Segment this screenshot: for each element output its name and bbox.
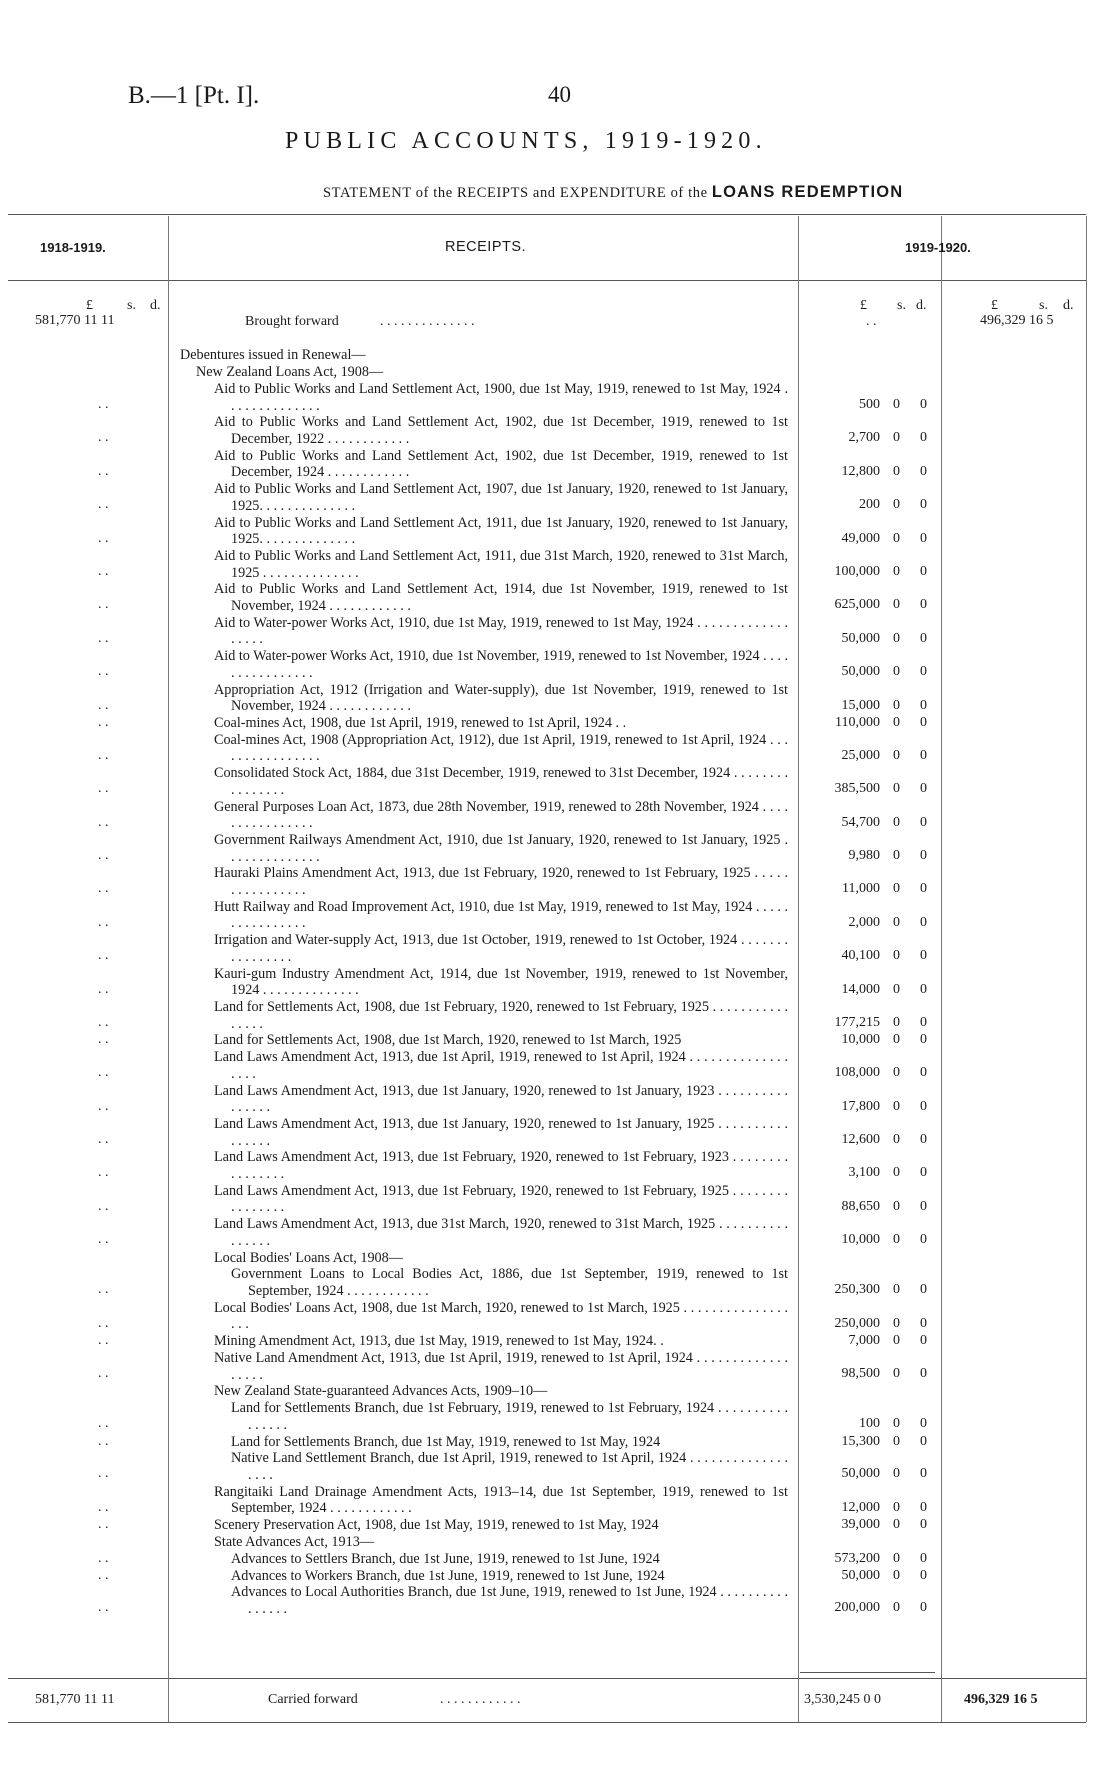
- amount-pounds: 50,000: [841, 664, 880, 680]
- amount-pounds: 25,000: [841, 747, 880, 763]
- unit-pound-curr: £: [991, 298, 998, 313]
- amount-shillings: 0: [893, 1433, 900, 1449]
- prev-year-blank: . .: [98, 1416, 109, 1432]
- brought-forward-prev: 581,770 11 11: [35, 313, 115, 328]
- amount-pounds: 2,700: [848, 430, 880, 446]
- prev-year-blank: . .: [98, 981, 109, 997]
- prev-year-blank: . .: [98, 1550, 109, 1566]
- amount-pounds: 49,000: [841, 530, 880, 546]
- statement-prefix: STATEMENT of the RECEIPTS and EXPENDITURE of the: [323, 185, 708, 201]
- amount-pence: 0: [920, 1416, 927, 1432]
- table-row: [0, 966, 1114, 998]
- page-title: PUBLIC ACCOUNTS, 1919-1920.: [285, 128, 767, 154]
- table-row: [0, 1183, 1114, 1215]
- amount-pounds: 11,000: [842, 881, 880, 897]
- amount-pence: 0: [920, 1015, 927, 1030]
- prev-year-blank: . .: [98, 1366, 109, 1381]
- prev-year-blank: . .: [98, 1132, 109, 1147]
- unit-pound-mid: £: [860, 298, 867, 313]
- prev-year-blank: . .: [98, 463, 109, 479]
- amount-pence: 0: [920, 715, 927, 730]
- prev-year-blank: . .: [98, 1315, 109, 1331]
- amount-shillings: 0: [893, 530, 900, 546]
- amount-pence: 0: [920, 1600, 927, 1616]
- amount-pence: 0: [920, 1517, 927, 1533]
- row-description: Government Loans to Local Bodies Act, 1886, due 1st September, 1919, renewed to 1st September, 1924 . . . . . . . . . . . .: [231, 1266, 788, 1299]
- amount-pence: 0: [920, 1198, 927, 1214]
- table-row: [0, 448, 1114, 480]
- row-description: Aid to Public Works and Land Settlement Act, 1914, due 1st November, 1919, renewed to 1st November, 1924 . . . . . . . . . . . .: [214, 581, 788, 614]
- prev-year-blank: . .: [98, 530, 109, 546]
- col-header-curr-year: 1919-1920.: [905, 240, 971, 255]
- prev-year-blank: . .: [98, 914, 109, 930]
- unit-shilling-curr: s.: [1039, 298, 1048, 313]
- amount-pounds: 50,000: [841, 1567, 880, 1583]
- prev-year-blank: . .: [98, 397, 109, 412]
- amount-shillings: 0: [893, 564, 900, 579]
- row-description: Rangitaiki Land Drainage Amendment Acts, 1913–14, due 1st September, 1919, renewed to 1st September, 1924 . . . . . . . . . . . .: [214, 1483, 788, 1517]
- prev-year-blank: . .: [98, 747, 109, 763]
- row-description: Advances to Settlers Branch, due 1st June, 1919, renewed to 1st June, 1924: [231, 1550, 660, 1567]
- amount-pence: 0: [920, 914, 927, 930]
- amount-pounds: 200: [859, 497, 880, 513]
- totals-bottom-rule: [8, 1722, 1086, 1723]
- amount-pence: 0: [920, 881, 927, 897]
- table-row: [0, 732, 1114, 764]
- unit-shilling-mid: s.: [897, 298, 906, 313]
- row-description: Advances to Local Authorities Branch, due 1st June, 1919, renewed to 1st June, 1924 . . . . . . . . . . . . . . . .: [231, 1584, 788, 1617]
- carried-forward-prev: 581,770 11 11: [35, 1692, 115, 1707]
- brought-forward-dots: . . . . . . . . . . . . . .: [380, 314, 475, 329]
- row-description: Aid to Public Works and Land Settlement Act, 1902, due 1st December, 1919, renewed to 1st December, 1922 . . . . . . . . . . . .: [214, 414, 788, 447]
- amount-pence: 0: [920, 1282, 927, 1298]
- table-row: [0, 1300, 1114, 1332]
- prev-year-blank: . .: [98, 1015, 109, 1030]
- row-description: Appropriation Act, 1912 (Irrigation and Water-supply), due 1st November, 1919, renewed to 1st November, 1924 . . . . . . . . . . . .: [214, 681, 788, 715]
- amount-pence: 0: [920, 1333, 927, 1349]
- amount-pence: 0: [920, 747, 927, 763]
- amount-shillings: 0: [893, 1517, 900, 1533]
- table-row: [0, 548, 1114, 580]
- amount-shillings: 0: [893, 948, 900, 964]
- row-description: Land for Settlements Branch, due 1st February, 1919, renewed to 1st February, 1924 . . . . . . . . . . . . . . . .: [231, 1400, 788, 1433]
- row-description: Hutt Railway and Road Improvement Act, 1910, due 1st May, 1919, renewed to 1st May, 1924 . . . . . . . . . . . . . . . .: [214, 898, 788, 932]
- row-description: Hauraki Plains Amendment Act, 1913, due 1st February, 1920, renewed to 1st February, 1925 . . . . . . . . . . . . . . . .: [214, 865, 788, 898]
- table-row: [0, 414, 1114, 446]
- prev-year-blank: . .: [98, 1333, 109, 1349]
- table-row: [0, 581, 1114, 613]
- statement-bold: LOANS REDEMPTION: [711, 183, 904, 201]
- prev-year-blank: . .: [98, 1433, 109, 1449]
- table-row: [0, 832, 1114, 864]
- prev-year-blank: . .: [98, 1600, 109, 1616]
- amount-pence: 0: [920, 630, 927, 646]
- row-description: Land Laws Amendment Act, 1913, due 1st February, 1920, renewed to 1st February, 1925 . . . . . . . . . . . . . . . .: [214, 1182, 788, 1216]
- prev-year-blank: . .: [98, 1499, 109, 1515]
- amount-shillings: 0: [893, 1466, 900, 1482]
- amount-shillings: 0: [893, 1416, 900, 1432]
- amount-shillings: 0: [893, 630, 900, 646]
- carried-forward-dots: . . . . . . . . . . . .: [440, 1692, 521, 1707]
- row-description: Land Laws Amendment Act, 1913, due 1st April, 1919, renewed to 1st April, 1924 . . . . . . . . . . . . . . . . . .: [214, 1049, 788, 1082]
- table-row: [0, 1584, 1114, 1616]
- table-row: [0, 381, 1114, 413]
- amount-pence: 0: [920, 430, 927, 446]
- amount-pence: 0: [920, 848, 927, 863]
- amount-shillings: 0: [893, 1065, 900, 1081]
- section-state-guaranteed: New Zealand State-guaranteed Advances Acts, 1909–10—: [214, 1383, 548, 1400]
- section-debentures: Debentures issued in Renewal—: [180, 347, 366, 363]
- unit-pound-prev: £: [86, 298, 93, 313]
- amount-pence: 0: [920, 814, 927, 830]
- row-description: Kauri-gum Industry Amendment Act, 1914, due 1st November, 1919, renewed to 1st November, 1924 . . . . . . . . . . . . . .: [214, 965, 788, 999]
- table-row: [0, 799, 1114, 831]
- amount-shillings: 0: [893, 1315, 900, 1331]
- prev-year-blank: . .: [98, 948, 109, 964]
- amount-pounds: 2,000: [848, 914, 880, 930]
- amount-pounds: 500: [859, 397, 880, 412]
- amount-shillings: 0: [893, 463, 900, 479]
- row-description: Land for Settlements Branch, due 1st May, 1919, renewed to 1st May, 1924: [231, 1433, 661, 1450]
- amount-pence: 0: [920, 1499, 927, 1515]
- amount-pence: 0: [920, 1232, 927, 1248]
- amount-pounds: 200,000: [834, 1600, 880, 1616]
- col-header-receipts: RECEIPTS.: [445, 239, 527, 255]
- row-description: Land Laws Amendment Act, 1913, due 1st January, 1920, renewed to 1st January, 1923 . . . . . . . . . . . . . . . .: [214, 1082, 788, 1116]
- brought-forward-label: Brought forward: [245, 314, 339, 329]
- amount-pounds: 250,000: [834, 1315, 880, 1331]
- row-description: Government Railways Amendment Act, 1910, due 1st January, 1920, renewed to 1st January, 1925 . . . . . . . . . . . . . .: [214, 832, 788, 865]
- amount-pounds: 9,980: [848, 848, 880, 863]
- amount-pounds: 625,000: [834, 597, 880, 613]
- table-row: [0, 899, 1114, 931]
- amount-pence: 0: [920, 697, 927, 713]
- amount-pence: 0: [920, 497, 927, 513]
- table-row: [0, 932, 1114, 964]
- table-top-rule: [8, 214, 1086, 215]
- row-description: Scenery Preservation Act, 1908, due 1st May, 1919, renewed to 1st May, 1924: [214, 1517, 659, 1534]
- amount-shillings: 0: [893, 848, 900, 863]
- row-description: Coal-mines Act, 1908, due 1st April, 1919, renewed to 1st April, 1924 . .: [214, 715, 627, 731]
- amount-shillings: 0: [893, 1567, 900, 1583]
- carried-forward-curr: 496,329 16 5: [964, 1692, 1038, 1707]
- amount-pence: 0: [920, 1132, 927, 1147]
- amount-pounds: 54,700: [841, 814, 880, 830]
- amount-pounds: 98,500: [841, 1366, 880, 1381]
- amount-shillings: 0: [893, 1600, 900, 1616]
- unit-pence-mid: d.: [916, 298, 927, 313]
- table-row: [0, 515, 1114, 547]
- amount-pounds: 3,100: [848, 1165, 880, 1181]
- amount-shillings: 0: [893, 697, 900, 713]
- prev-year-blank: . .: [98, 430, 109, 446]
- prev-year-blank: . .: [98, 814, 109, 830]
- amount-pence: 0: [920, 1567, 927, 1583]
- prev-year-blank: . .: [98, 1098, 109, 1114]
- amount-shillings: 0: [893, 1132, 900, 1147]
- amount-shillings: 0: [893, 881, 900, 897]
- amount-pounds: 17,800: [841, 1098, 880, 1114]
- amount-pence: 0: [920, 1550, 927, 1566]
- row-description: Aid to Public Works and Land Settlement Act, 1911, due 31st March, 1920, renewed to 31st March, 1925 . . . . . . . . . . . . . .: [214, 548, 788, 581]
- amount-shillings: 0: [893, 981, 900, 997]
- amount-pence: 0: [920, 1165, 927, 1181]
- amount-pounds: 250,300: [834, 1282, 880, 1298]
- amount-pence: 0: [920, 1065, 927, 1081]
- row-description: Native Land Settlement Branch, due 1st April, 1919, renewed to 1st April, 1924 . . . . . . . . . . . . . . . . . .: [231, 1450, 788, 1483]
- section-local-bodies: Local Bodies' Loans Act, 1908—: [214, 1249, 403, 1266]
- amount-pounds: 100: [859, 1416, 880, 1432]
- table-row: [0, 999, 1114, 1031]
- row-description: Aid to Public Works and Land Settlement Act, 1902, due 1st December, 1919, renewed to 1st December, 1924 . . . . . . . . . . . .: [214, 447, 788, 481]
- prev-year-blank: . .: [98, 881, 109, 897]
- prev-year-blank: . .: [98, 1032, 109, 1048]
- table-row: [0, 1116, 1114, 1148]
- table-row: [0, 1450, 1114, 1482]
- amount-shillings: 0: [893, 1198, 900, 1214]
- amount-pence: 0: [920, 1366, 927, 1381]
- page-number: 40: [548, 82, 571, 107]
- amount-shillings: 0: [893, 1232, 900, 1248]
- amount-pounds: 108,000: [834, 1065, 880, 1081]
- prev-year-blank: . .: [98, 1466, 109, 1482]
- prev-year-blank: . .: [98, 597, 109, 613]
- prev-year-blank: . .: [98, 848, 109, 863]
- amount-pence: 0: [920, 1098, 927, 1114]
- totals-top-rule: [8, 1678, 1086, 1679]
- amount-pounds: 100,000: [834, 564, 880, 579]
- amount-shillings: 0: [893, 1550, 900, 1566]
- prev-year-blank: . .: [98, 1065, 109, 1081]
- prev-year-blank: . .: [98, 630, 109, 646]
- amount-pounds: 177,215: [834, 1015, 880, 1030]
- amount-pence: 0: [920, 463, 927, 479]
- amount-shillings: 0: [893, 715, 900, 730]
- amount-shillings: 0: [893, 1333, 900, 1349]
- row-description: Consolidated Stock Act, 1884, due 31st December, 1919, renewed to 31st December, 1924 . . . . . . . . . . . . . . . .: [214, 765, 788, 798]
- amount-pence: 0: [920, 781, 927, 797]
- amount-shillings: 0: [893, 1032, 900, 1048]
- amount-shillings: 0: [893, 1165, 900, 1181]
- table-row: [0, 1484, 1114, 1516]
- amount-pounds: 385,500: [834, 781, 880, 797]
- statement-heading: [323, 183, 903, 202]
- prev-year-blank: . .: [98, 564, 109, 579]
- amount-shillings: 0: [893, 1098, 900, 1114]
- prev-year-blank: . .: [98, 1567, 109, 1583]
- amount-pounds: 88,650: [841, 1198, 880, 1214]
- table-row: [0, 1517, 1114, 1549]
- row-description: Aid to Public Works and Land Settlement Act, 1911, due 1st January, 1920, renewed to 1st January, 1925. . . . . . . . . . . . . .: [214, 514, 788, 548]
- row-description: Aid to Water-power Works Act, 1910, due 1st May, 1919, renewed to 1st May, 1924 . . . . . . . . . . . . . . . . . .: [214, 614, 788, 648]
- amount-shillings: 0: [893, 497, 900, 513]
- amount-pounds: 12,000: [841, 1499, 880, 1515]
- row-description: Local Bodies' Loans Act, 1908, due 1st March, 1920, renewed to 1st March, 1925 . . . . . . . . . . . . . . . . . .: [214, 1299, 788, 1333]
- amount-pence: 0: [920, 1466, 927, 1482]
- amount-pence: 0: [920, 664, 927, 680]
- col-header-prev-year: 1918-1919.: [40, 240, 106, 255]
- amount-pence: 0: [920, 1433, 927, 1449]
- amount-pence: 0: [920, 597, 927, 613]
- prev-year-blank: . .: [98, 697, 109, 713]
- prev-year-blank: . .: [98, 664, 109, 680]
- table-row: [0, 1400, 1114, 1432]
- table-row: [0, 1216, 1114, 1248]
- amount-shillings: 0: [893, 397, 900, 412]
- amount-shillings: 0: [893, 814, 900, 830]
- amount-pence: 0: [920, 530, 927, 546]
- section-state-advances: State Advances Act, 1913—: [214, 1534, 374, 1550]
- row-description: Advances to Workers Branch, due 1st June, 1919, renewed to 1st June, 1924: [231, 1567, 665, 1584]
- table-row: [0, 481, 1114, 513]
- row-description: Aid to Water-power Works Act, 1910, due 1st November, 1919, renewed to 1st November, 1924 . . . . . . . . . . . . . . . .: [214, 648, 788, 681]
- amount-pounds: 573,200: [834, 1550, 880, 1566]
- amount-pounds: 12,600: [841, 1132, 880, 1147]
- row-description: Land Laws Amendment Act, 1913, due 1st February, 1920, renewed to 1st February, 1923 . . . . . . . . . . . . . . . .: [214, 1149, 788, 1182]
- table-row: [0, 648, 1114, 680]
- amount-shillings: 0: [893, 781, 900, 797]
- carried-forward-mid: 3,530,245 0 0: [804, 1692, 881, 1707]
- row-description: Native Land Amendment Act, 1913, due 1st April, 1919, renewed to 1st April, 1924 . . . . . . . . . . . . . . . . . .: [214, 1350, 788, 1383]
- amount-pounds: 15,300: [841, 1433, 880, 1449]
- section-nz-loans: New Zealand Loans Act, 1908—: [196, 364, 384, 380]
- amount-pence: 0: [920, 1032, 927, 1048]
- amount-pence: 0: [920, 981, 927, 997]
- amount-pounds: 14,000: [841, 981, 880, 997]
- amount-pounds: 15,000: [841, 697, 880, 713]
- amount-pounds: 10,000: [841, 1032, 880, 1048]
- amount-shillings: 0: [893, 914, 900, 930]
- table-row: [0, 1049, 1114, 1081]
- amount-shillings: 0: [893, 664, 900, 680]
- prev-year-blank: . .: [98, 1232, 109, 1248]
- row-description: Land for Settlements Act, 1908, due 1st March, 1920, renewed to 1st March, 1925: [214, 1032, 682, 1049]
- amount-shillings: 0: [893, 1015, 900, 1030]
- prev-year-blank: . .: [98, 715, 109, 730]
- row-description: Coal-mines Act, 1908 (Appropriation Act, 1912), due 1st April, 1919, renewed to 1st April, 1924 . . . . . . . . . . . . . . . .: [214, 731, 788, 765]
- carried-forward-label: Carried forward: [268, 1692, 358, 1707]
- amount-pence: 0: [920, 564, 927, 579]
- row-description: Mining Amendment Act, 1913, due 1st May, 1919, renewed to 1st May, 1924. .: [214, 1333, 664, 1350]
- header-bottom-rule: [8, 280, 1086, 281]
- table-row: [0, 1266, 1114, 1298]
- amount-pence: 0: [920, 1315, 927, 1331]
- amount-shillings: 0: [893, 597, 900, 613]
- amount-shillings: 0: [893, 430, 900, 446]
- amount-pounds: 40,100: [841, 948, 880, 964]
- table-row: [0, 1083, 1114, 1115]
- amount-pence: 0: [920, 397, 927, 412]
- prev-year-blank: . .: [98, 1165, 109, 1181]
- unit-shilling-prev: s.: [127, 298, 136, 313]
- table-row: [0, 765, 1114, 797]
- amount-shillings: 0: [893, 1499, 900, 1515]
- row-description: Irrigation and Water-supply Act, 1913, due 1st October, 1919, renewed to 1st October, 1924 . . . . . . . . . . . . . . . .: [214, 932, 788, 965]
- amount-pounds: 50,000: [841, 1466, 880, 1482]
- row-description: Land Laws Amendment Act, 1913, due 31st March, 1920, renewed to 31st March, 1925 . . . . . . . . . . . . . . . .: [214, 1216, 788, 1249]
- table-row: [0, 1149, 1114, 1181]
- table-row: [0, 865, 1114, 897]
- unit-pence-curr: d.: [1063, 298, 1074, 313]
- unit-pence-prev: d.: [150, 298, 161, 313]
- prev-year-blank: . .: [98, 1282, 109, 1298]
- amount-pounds: 110,000: [835, 715, 880, 730]
- amount-shillings: 0: [893, 747, 900, 763]
- report-reference: B.—1 [Pt. I].: [128, 82, 260, 109]
- table-row: [0, 682, 1114, 714]
- amount-pounds: 10,000: [841, 1232, 880, 1248]
- amount-shillings: 0: [893, 1366, 900, 1381]
- amount-pounds: 50,000: [841, 630, 880, 646]
- prev-year-blank: . .: [98, 781, 109, 797]
- row-description: Aid to Public Works and Land Settlement Act, 1900, due 1st May, 1919, renewed to 1st May, 1924 . . . . . . . . . . . . . .: [214, 381, 788, 414]
- row-description: Land Laws Amendment Act, 1913, due 1st January, 1920, renewed to 1st January, 1925 . . . . . . . . . . . . . . . .: [214, 1116, 788, 1149]
- amount-pounds: 7,000: [848, 1333, 880, 1349]
- mid-subtotal-rule: [800, 1672, 935, 1673]
- prev-year-blank: . .: [98, 1517, 109, 1533]
- brought-forward-mid: . .: [866, 314, 877, 329]
- row-description: Land for Settlements Act, 1908, due 1st February, 1920, renewed to 1st February, 1925 . . . . . . . . . . . . . . . .: [214, 999, 788, 1032]
- amount-pounds: 39,000: [841, 1517, 880, 1533]
- amount-pence: 0: [920, 948, 927, 964]
- row-description: General Purposes Loan Act, 1873, due 28th November, 1919, renewed to 28th November, 1924 . . . . . . . . . . . . . . . .: [214, 798, 788, 832]
- row-description: Aid to Public Works and Land Settlement Act, 1907, due 1st January, 1920, renewed to 1st January, 1925. . . . . . . . . . . . . .: [214, 481, 788, 514]
- prev-year-blank: . .: [98, 1198, 109, 1214]
- table-row: [0, 615, 1114, 647]
- amount-pounds: 12,800: [841, 463, 880, 479]
- amount-shillings: 0: [893, 1282, 900, 1298]
- table-row: [0, 1350, 1114, 1382]
- brought-forward-curr: 496,329 16 5: [980, 313, 1054, 328]
- prev-year-blank: . .: [98, 497, 109, 513]
